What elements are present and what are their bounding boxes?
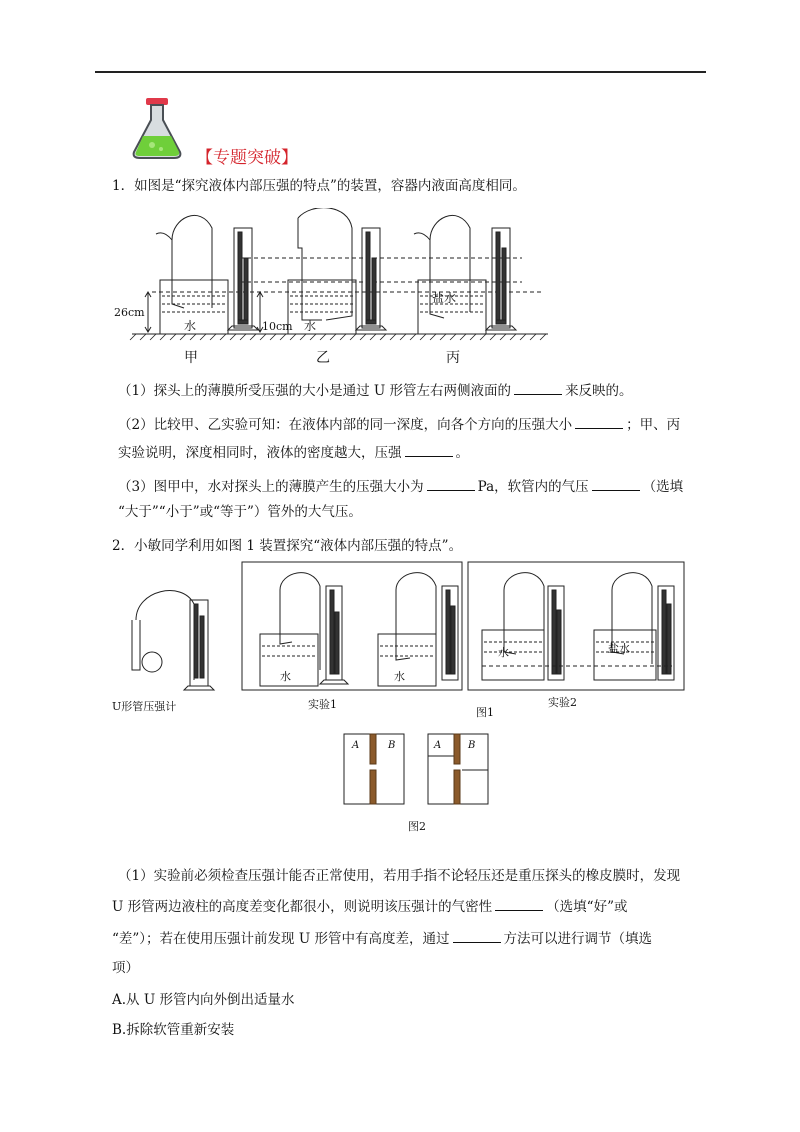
fig2-label: 图2 [408, 820, 426, 833]
exp1-water-2: 水 [394, 670, 405, 683]
saltwater-label: 盐水 [432, 291, 457, 305]
label-bing: 丙 [446, 350, 460, 366]
q2-option-b[interactable]: B.拆除软管重新安装 [112, 1022, 235, 1038]
fig2-label-a1: A [352, 740, 360, 751]
fig2-label-b2: B [468, 740, 476, 751]
exp1-label: 实验1 [308, 698, 337, 711]
label-yi: 乙 [316, 350, 330, 366]
q2-sub1-cont1: U 形管两边液柱的高度差变化都很小，则说明该压强计的气密性 （选填“好”或 [112, 896, 627, 917]
device-label: U形管压强计 [112, 700, 177, 713]
q2-sub1-cont3: 项） [112, 960, 139, 976]
probe-depth-label: 10cm [262, 320, 293, 333]
q1-sub2: （2）比较甲、乙实验可知：在液体内部的同一深度，向各个方向的压强大小 ；甲、丙 [118, 414, 680, 435]
water-label-yi: 水 [304, 319, 317, 333]
fig1-label: 图1 [476, 706, 494, 719]
water-label-jia: 水 [184, 319, 197, 333]
fig2-label-b1: B [388, 740, 396, 751]
blank-4[interactable] [427, 476, 475, 491]
exp2-saltwater: 盐水 [608, 642, 630, 655]
section-title: 【专题突破】 [196, 148, 298, 168]
blank-2[interactable] [575, 414, 623, 429]
q2-sub1-cont2: “差”）；若在使用压强计前发现 U 形管中有高度差，通过 方法可以进行调节（填选 [112, 928, 652, 949]
q1-sub3: （3）图甲中，水对探头上的薄膜产生的压强大小为 Pa，软管内的气压 （选填 [118, 476, 683, 497]
flask-icon [128, 96, 188, 160]
q2-sub1: （1）实验前必须检查压强计能否正常使用，若用手指不论轻压还是重压探头的橡皮膜时，发现 [118, 868, 681, 884]
q1-sub2-cont: 实验说明，深度相同时，液体的密度越大，压强 。 [118, 442, 469, 463]
fig2-label-a2: A [434, 740, 442, 751]
blank-3[interactable] [405, 442, 453, 457]
q1-sub3-cont: “大于”“小于”或“等于”）管外的大气压。 [118, 504, 362, 520]
top-rule [95, 71, 706, 73]
q2-option-a[interactable]: A.从 U 形管内向外倒出适量水 [112, 992, 295, 1008]
blank-6[interactable] [495, 896, 543, 911]
blank-5[interactable] [592, 476, 640, 491]
q1-stem: 1．如图是“探究液体内部压强的特点”的装置，容器内液面高度相同。 [112, 178, 526, 194]
exp1-water-1: 水 [280, 670, 291, 683]
q1-sub1: （1）探头上的薄膜所受压强的大小是通过 U 形管左右两侧液面的 来反映的。 [118, 380, 633, 401]
label-jia: 甲 [184, 350, 198, 366]
q1-figure [112, 208, 552, 368]
exp2-label: 实验2 [548, 696, 577, 709]
q2-figure [112, 560, 692, 840]
blank-1[interactable] [514, 380, 562, 395]
q2-stem: 2．小敏同学利用如图 1 装置探究“液体内部压强的特点”。 [112, 538, 463, 554]
exp2-water: 水 [498, 646, 509, 659]
depth-label: 26cm [114, 306, 145, 319]
blank-7[interactable] [453, 928, 501, 943]
